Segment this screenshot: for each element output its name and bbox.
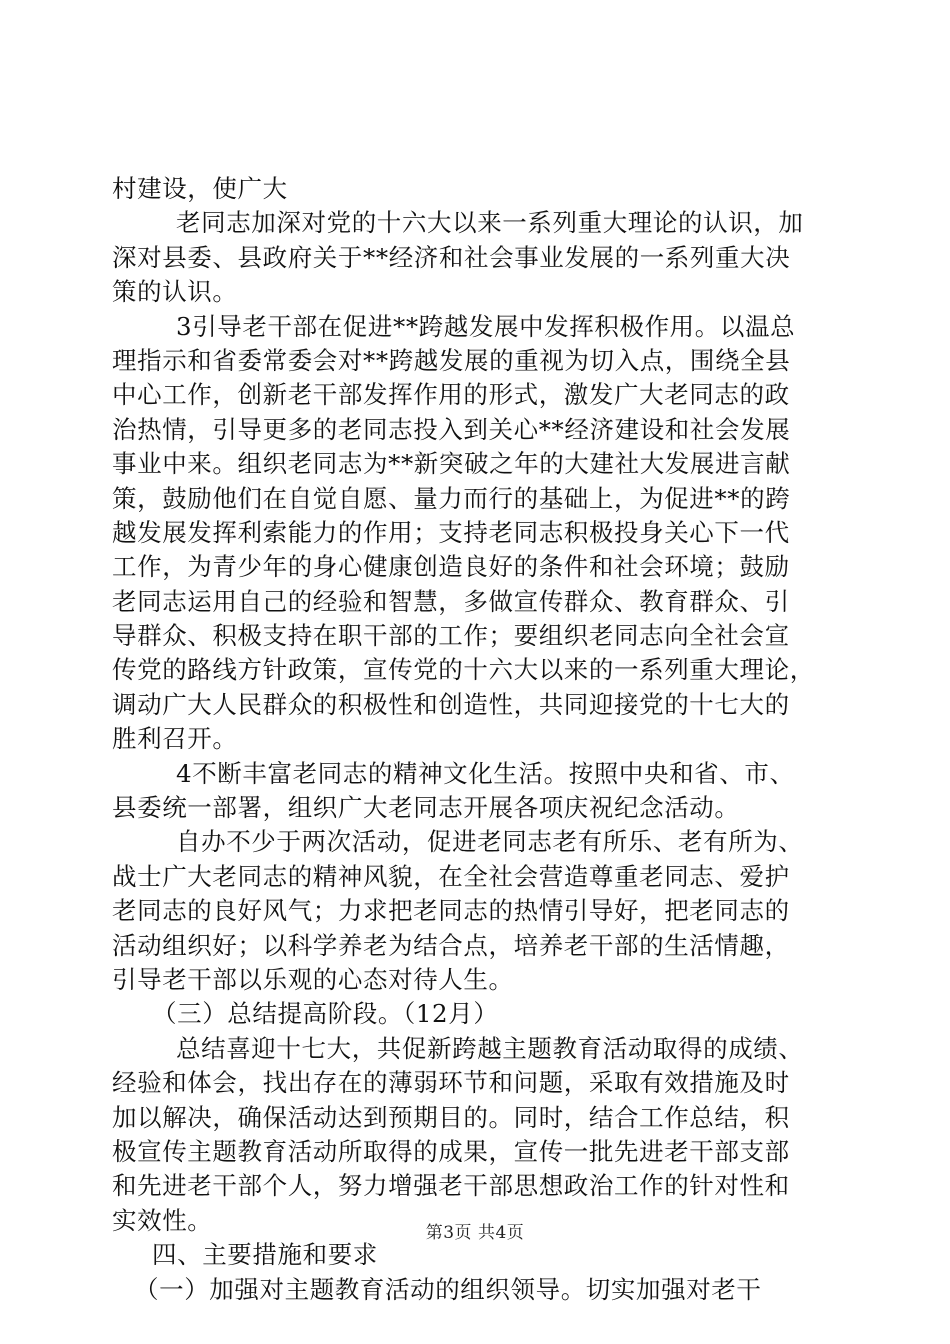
text-line: 传党的路线方针政策，宣传党的十六大以来的一系列重大理论， xyxy=(112,655,815,685)
text-line: 4不断丰富老同志的精神文化生活。按照中央和省、市、 xyxy=(176,758,795,788)
text-line: 活动组织好；以科学养老为结合点，培养老干部的生活情趣， xyxy=(112,930,790,960)
text-line: 经验和体会，找出存在的薄弱环节和问题，采取有效措施及时 xyxy=(112,1068,790,1098)
text-line: （三）总结提高阶段。（12月） xyxy=(152,999,499,1029)
text-line: 自办不少于两次活动，促进老同志老有所乐、老有所为、 xyxy=(176,827,804,857)
text-line: 县委统一部署，组织广大老同志开展各项庆祝纪念活动。 xyxy=(112,793,740,823)
text-line: 策，鼓励他们在自觉自愿、量力而行的基础上，为促进**的跨 xyxy=(112,483,791,513)
text-line: 导群众、积极支持在职干部的工作；要组织老同志向全社会宣 xyxy=(112,621,790,651)
text-line: 总结喜迎十七大，共促新跨越主题教育活动取得的成绩、 xyxy=(176,1033,804,1063)
text-line: 调动广大人民群众的积极性和创造性，共同迎接党的十七大的 xyxy=(112,689,790,719)
text-line: 老同志运用自己的经验和智慧，多做宣传群众、教育群众、引 xyxy=(112,586,790,616)
text-line: 实效性。 xyxy=(112,1205,213,1235)
text-line: 老同志的良好风气；力求把老同志的热情引导好，把老同志的 xyxy=(112,896,790,926)
document-body xyxy=(112,172,836,1307)
text-line: 越发展发挥利索能力的作用；支持老同志积极投身关心下一代 xyxy=(112,517,790,547)
text-line: 战士广大老同志的精神风貌，在全社会营造尊重老同志、爱护 xyxy=(112,861,790,891)
text-line: 治热情，引导更多的老同志投入到关心**经济建设和社会发展 xyxy=(112,414,791,444)
text-line: 中心工作，创新老干部发挥作用的形式，激发广大老同志的政 xyxy=(112,380,790,410)
text-line: 加以解决，确保活动达到预期目的。同时，结合工作总结，积 xyxy=(112,1102,790,1132)
text-line: 老同志加深对党的十六大以来一系列重大理论的认识，加 xyxy=(176,208,804,238)
text-line: 事业中来。组织老同志为**新突破之年的大建社大发展进言献 xyxy=(112,449,791,479)
page-footer: 第3页 共4页 xyxy=(425,1223,525,1243)
text-line: 村建设，使广大 xyxy=(112,174,288,203)
text-line: 胜利召开。 xyxy=(112,724,238,754)
text-line: 3引导老干部在促进**跨越发展中发挥积极作用。以温总 xyxy=(176,311,796,341)
text-line: 策的认识。 xyxy=(112,277,238,307)
text-line: 理指示和省委常委会对**跨越发展的重视为切入点，围绕全县 xyxy=(112,345,791,375)
text-line: 工作，为青少年的身心健康创造良好的条件和社会环境；鼓励 xyxy=(112,552,790,582)
text-line: 引导老干部以乐观的心态对待人生。 xyxy=(112,964,514,994)
text-line: 四、主要措施和要求 xyxy=(152,1240,378,1270)
text-line: 和先进老干部个人，努力增强老干部思想政治工作的针对性和 xyxy=(112,1171,790,1201)
text-line: （一）加强对主题教育活动的组织领导。切实加强对老干 xyxy=(134,1274,762,1304)
text-line: 深对县委、县政府关于**经济和社会事业发展的一系列重大决 xyxy=(112,242,791,272)
text-line: 极宣传主题教育活动所取得的成果，宣传一批先进老干部支部 xyxy=(112,1136,790,1166)
